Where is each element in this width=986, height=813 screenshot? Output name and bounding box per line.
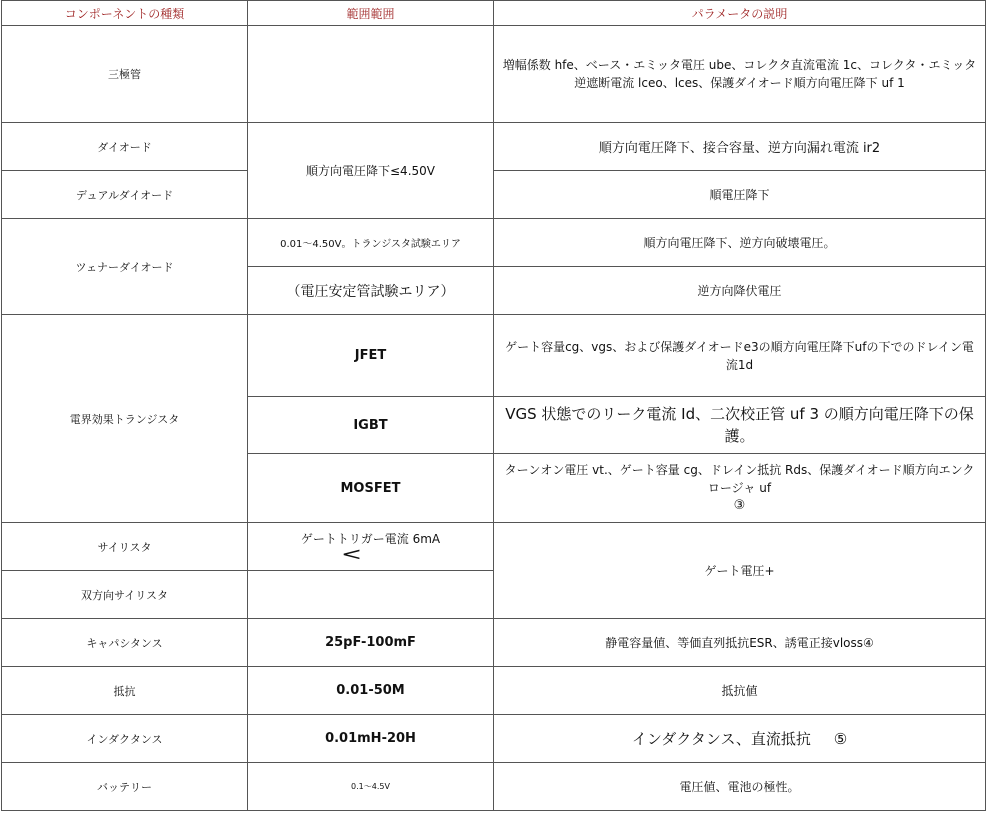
component-spec-table (1, 0, 986, 811)
params-cell: 静電容量値、等価直列抵抗ESR、誘電正接vloss④ (494, 619, 986, 667)
table-row (2, 619, 986, 667)
footnote-mark: ③ (733, 498, 746, 513)
range-cell (248, 523, 494, 571)
component-name: インダクタンス (2, 715, 248, 763)
params-cell: 増幅係数 hfe、ベース・エミッタ電圧 ube、コレクタ直流電流 1c、コレクタ・エミッタ逆遮断電流 lceo、lces、保護ダイオード順方向電圧降下 uf 1 (494, 26, 986, 123)
table-row (2, 667, 986, 715)
params-cell: 抵抗値 (494, 667, 986, 715)
component-name: ツェナーダイオード (2, 219, 248, 315)
range-cell (248, 26, 494, 123)
params-text: ターンオン電圧 vt.、ゲート容量 cg、ドレイン抵抗 Rds、保護ダイオード順方向エンクロージャ uf (504, 463, 975, 495)
params-cell: VGS 状態でのリーク電流 Id、二次校正管 uf 3 の順方向電圧降下の保護。 (494, 397, 986, 454)
component-name: ダイオード (2, 123, 248, 171)
component-name: キャパシタンス (2, 619, 248, 667)
params-cell: 順方向電圧降下、逆方向破壊電圧。 (494, 219, 986, 267)
params-cell: 順電圧降下 (494, 171, 986, 219)
component-name: サイリスタ (2, 523, 248, 571)
table-row (2, 715, 986, 763)
component-name: 三極管 (2, 26, 248, 123)
range-cell: 順方向電圧降下≤4.50V (248, 123, 494, 219)
less-than-glyph: < (340, 543, 363, 565)
header-row (2, 1, 986, 26)
range-text: ゲートトリガー電流 6mA (300, 531, 441, 546)
header-params: パラメータの説明 (494, 1, 986, 26)
header-range: 範囲範囲 (248, 1, 494, 26)
table-row (2, 26, 986, 123)
component-name: バッテリー (2, 763, 248, 811)
params-cell: ゲート電圧+ (494, 523, 986, 619)
range-cell: 0.01-50M (248, 667, 494, 715)
table-row (2, 315, 986, 397)
table-row (2, 763, 986, 811)
range-cell: JFET (248, 315, 494, 397)
params-cell (494, 454, 986, 523)
range-cell: 0.01～4.50V。トランジスタ試験エリア (248, 219, 494, 267)
params-cell: ゲート容量cg、vgs、および保護ダイオードe3の順方向電圧降下ufの下でのドレイン電流1d (494, 315, 986, 397)
header-component: コンポーネントの種類 (2, 1, 248, 26)
component-name: デュアルダイオード (2, 171, 248, 219)
params-cell (494, 715, 986, 763)
range-cell: IGBT (248, 397, 494, 454)
range-cell: 25pF-100mF (248, 619, 494, 667)
params-cell: 順方向電圧降下、接合容量、逆方向漏れ電流 ir2 (494, 123, 986, 171)
table-row (2, 219, 986, 267)
component-name: 電界効果トランジスタ (2, 315, 248, 523)
params-cell: 逆方向降伏電圧 (494, 267, 986, 315)
range-cell: MOSFET (248, 454, 494, 523)
footnote-mark: ⑤ (833, 729, 848, 748)
table-row (2, 123, 986, 171)
params-cell: 電圧値、電池の極性。 (494, 763, 986, 811)
params-text: インダクタンス、直流抵抗 (631, 729, 811, 748)
range-cell: （電圧安定管試験エリア） (248, 267, 494, 315)
component-name: 抵抗 (2, 667, 248, 715)
range-cell (248, 571, 494, 619)
range-cell: 0.01mH-20H (248, 715, 494, 763)
table-row (2, 523, 986, 571)
component-name: 双方向サイリスタ (2, 571, 248, 619)
range-cell: 0.1～4.5V (248, 763, 494, 811)
table-row (2, 171, 986, 219)
